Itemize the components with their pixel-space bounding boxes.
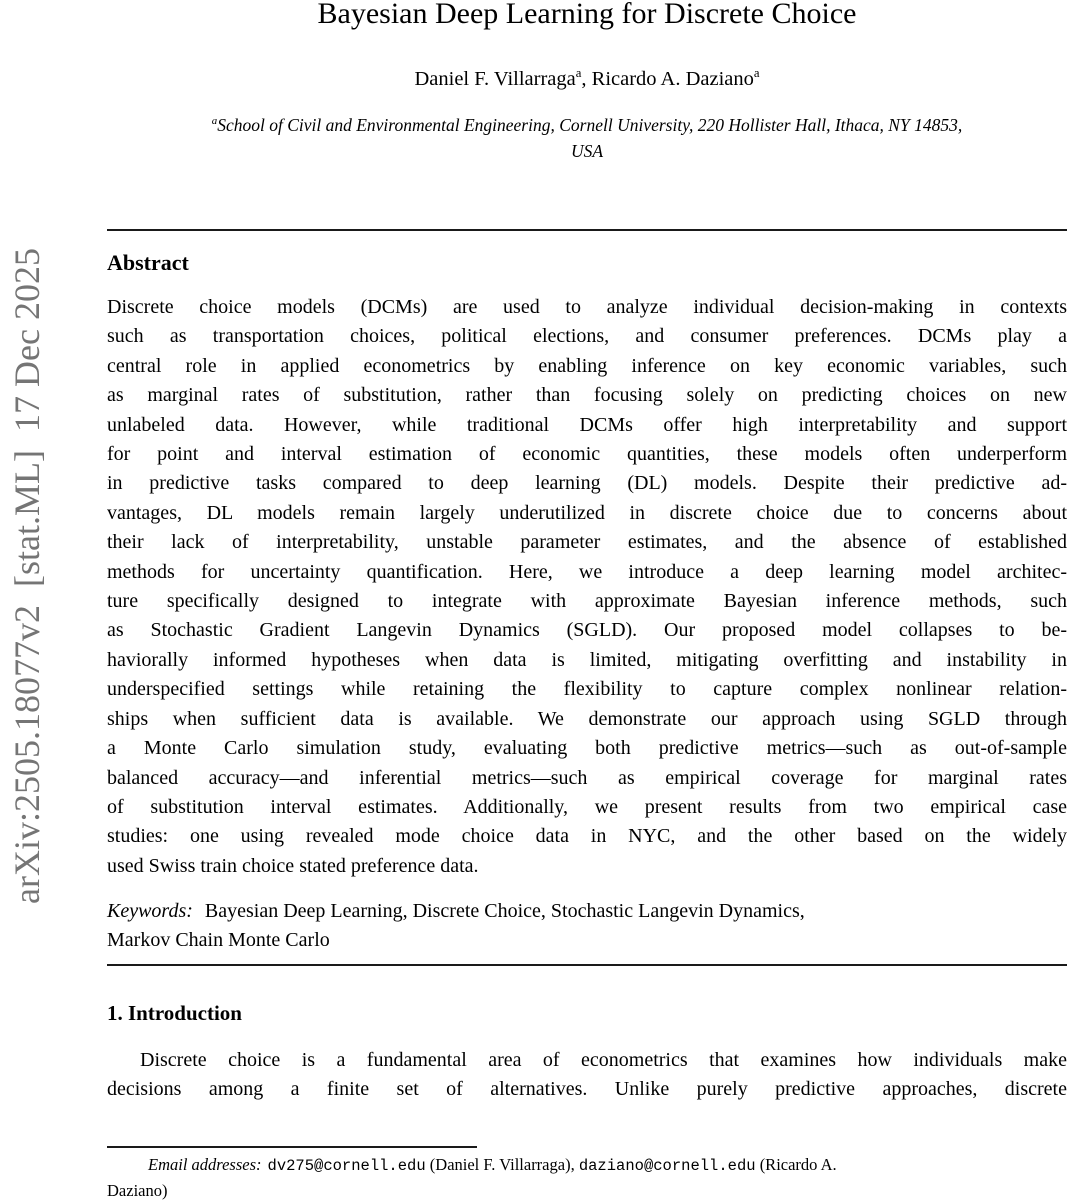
- abstract-line: ture specifically designed to integrate with approximate Bayesian inference methods, such: [107, 590, 1067, 613]
- abstract-line: underspecified settings while retaining the flexibility to capture complex nonlinear relation-: [107, 678, 1067, 701]
- introduction-line: Discrete choice is a fundamental area of econometrics that examines how individuals make: [140, 1049, 1067, 1071]
- abstract-line: studies: one using revealed mode choice data in NYC, and the other based on the widely: [107, 825, 1067, 848]
- divider-top: [107, 229, 1067, 231]
- footnote-label: Email addresses:: [148, 1155, 262, 1174]
- abstract-line: as Stochastic Gradient Langevin Dynamics (SGLD). Our proposed model collapses to be-: [107, 619, 1067, 642]
- abstract-line: as marginal rates of substitution, rather than focusing solely on predicting choices on new: [107, 384, 1067, 407]
- abstract-line: Discrete choice models (DCMs) are used to analyze individual decision-making in contexts: [107, 296, 1067, 318]
- abstract-line: such as transportation choices, political elections, and consumer preferences. DCMs play a: [107, 325, 1067, 348]
- abstract-line: haviorally informed hypotheses when data is limited, mitigating overfitting and instability in: [107, 648, 1067, 671]
- author-2: Ricardo A. Daziano: [591, 68, 754, 90]
- email-address-2: daziano@cornell.edu: [578, 1157, 756, 1175]
- abstract-line: methods for uncertainty quantification. Here, we introduce a deep learning model architec-: [107, 560, 1067, 583]
- abstract-line: a Monte Carlo simulation study, evaluating both predictive metrics—such as out-of-sample: [107, 737, 1067, 760]
- affiliation-mark: a: [211, 115, 218, 128]
- authors-line: [107, 64, 1067, 94]
- footnote: [107, 1153, 1067, 1200]
- affiliation-country: USA: [570, 141, 604, 161]
- author-1: Daniel F. Villarraga: [414, 68, 576, 90]
- divider-bottom: [107, 964, 1067, 966]
- keywords-text: Bayesian Deep Learning, Discrete Choice, Stochastic Langevin Dynamics,: [204, 900, 805, 922]
- abstract-line: their lack of interpretability, unstable parameter estimates, and the absence of established: [107, 531, 1067, 554]
- footnote-text-1: (Daniel F. Villarraga),: [425, 1155, 579, 1174]
- affiliation-text: School of Civil and Environmental Engineering, Cornell University, 220 Hollister Hall, Ithaca, NY 14853,: [217, 115, 963, 135]
- introduction-line: decisions among a finite set of alternatives. Unlike purely predictive approaches, discrete: [107, 1078, 1067, 1101]
- footnote-line-1: [107, 1153, 1067, 1179]
- abstract-line: for point and interval estimation of economic quantities, these models often underperform: [107, 443, 1067, 466]
- abstract-line: in predictive tasks compared to deep learning (DL) models. Despite their predictive ad-: [107, 472, 1067, 495]
- footnote-divider: [107, 1146, 477, 1148]
- introduction-paragraph: [107, 1046, 1067, 1105]
- abstract-line: vantages, DL models remain largely underutilized in discrete choice due to concerns about: [107, 501, 1067, 524]
- abstract-line: of substitution interval estimates. Additionally, we present results from two empirical case: [107, 795, 1067, 818]
- affiliation-line-1: [107, 112, 1067, 138]
- keywords-line-1: [107, 897, 1067, 926]
- abstract-line: balanced accuracy—and inferential metrics—such as empirical coverage for marginal rates: [107, 766, 1067, 789]
- paper-title: Bayesian Deep Learning for Discrete Choice: [317, 0, 857, 30]
- abstract-heading: Abstract: [107, 250, 189, 275]
- keywords-line-2: Markov Chain Monte Carlo: [107, 929, 330, 952]
- section-heading-introduction: 1. Introduction: [107, 1001, 242, 1025]
- footnote-line-2: Daziano): [107, 1180, 168, 1200]
- author-2-affiliation-mark: a: [753, 66, 760, 81]
- abstract-line: used Swiss train choice stated preference data.: [107, 854, 479, 877]
- abstract-line: ships when sufficient data is available. We demonstrate our approach using SGLD through: [107, 707, 1067, 730]
- affiliation: [107, 112, 1067, 164]
- paper-content: [107, 0, 1067, 1200]
- keywords-label: Keywords:: [107, 900, 193, 922]
- arxiv-watermark: arXiv:2505.18077v2 [stat.ML] 17 Dec 2025: [7, 248, 47, 904]
- abstract-line: unlabeled data. However, while traditional DCMs offer high interpretability and support: [107, 413, 1067, 436]
- keywords-block: [107, 897, 1067, 956]
- author-separator: ,: [581, 68, 592, 90]
- author-1-affiliation-mark: a: [575, 66, 582, 81]
- abstract-body: [107, 293, 1067, 881]
- footnote-text-2: (Ricardo A.: [755, 1155, 837, 1174]
- abstract-line: central role in applied econometrics by enabling inference on key economic variables, such: [107, 354, 1067, 377]
- email-address-1: dv275@cornell.edu: [267, 1157, 426, 1175]
